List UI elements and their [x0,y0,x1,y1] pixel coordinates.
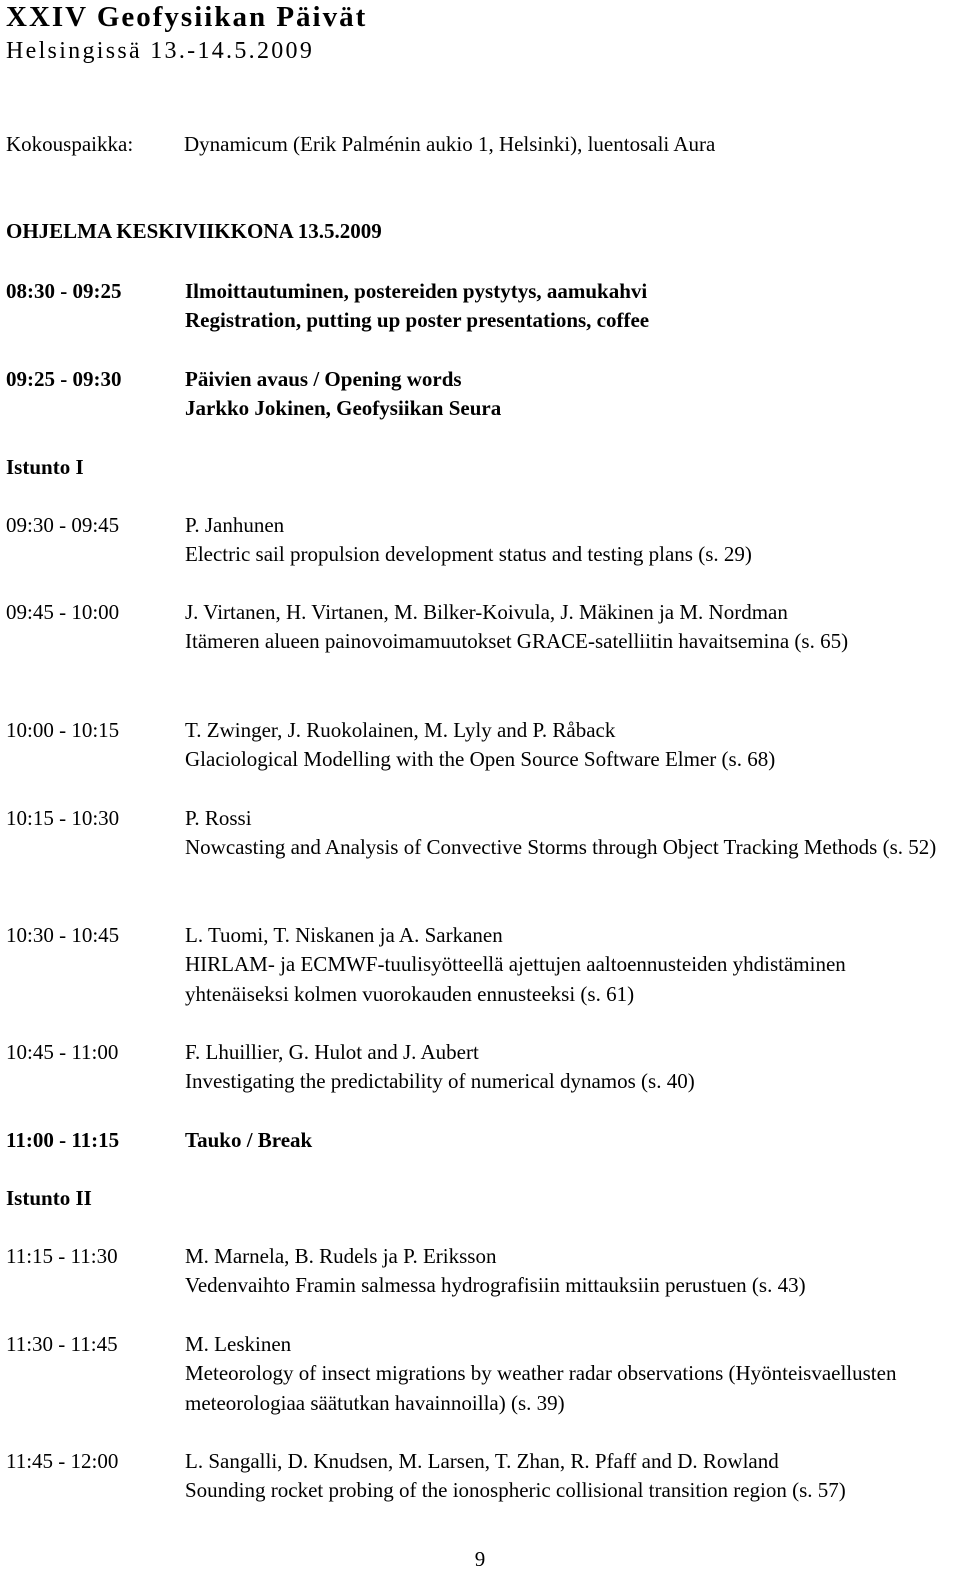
time-slot: 10:15 - 10:30 [6,806,120,830]
break-label: Tauko / Break [185,1128,313,1152]
time-slot: 09:30 - 09:45 [6,513,120,537]
time-slot: 11:15 - 11:30 [6,1244,118,1268]
row-content [185,921,945,1009]
time-slot: 11:00 - 11:15 [6,1128,120,1152]
event-title: XXIV Geofysiikan Päivät [6,1,368,33]
talk-title: Sounding rocket probing of the ionospheric collisional transition region (s. 57) [185,1478,846,1503]
authors: P. Janhunen [185,513,285,537]
time-slot: 10:30 - 10:45 [6,923,120,947]
authors: L. Tuomi, T. Niskanen ja A. Sarkanen [185,923,503,947]
page-number: 9 [474,1547,486,1571]
talk-title: Meteorology of insect migrations by weather radar observations (Hyönteisvaellusten meteorologiaa säätutkan havainnoilla) (s. 39) [185,1361,897,1415]
authors: F. Lhuillier, G. Hulot and J. Aubert [185,1040,479,1064]
row-content [185,1242,945,1301]
item-line-1: Ilmoittautuminen, postereiden pystytys, aamukahvi [185,279,648,303]
authors: M. Leskinen [185,1332,292,1356]
talk-title: Nowcasting and Analysis of Convective Storms through Object Tracking Methods (s. 52) [185,835,937,860]
authors: J. Virtanen, H. Virtanen, M. Bilker-Koivula, J. Mäkinen ja M. Nordman [185,600,788,624]
session-heading-1: Istunto I [6,455,84,479]
row-content [185,1038,945,1097]
time-slot: 10:45 - 11:00 [6,1040,119,1064]
row-content [185,365,945,424]
talk-title: Vedenvaihto Framin salmessa hydrografisiin mittauksiin perustuen (s. 43) [185,1273,806,1298]
row-content [185,598,945,657]
event-subtitle: Helsingissä 13.-14.5.2009 [6,38,315,64]
time-slot: 11:30 - 11:45 [6,1332,118,1356]
venue-value: Dynamicum (Erik Palménin aukio 1, Helsinki), luentosali Aura [184,132,716,156]
authors: P. Rossi [185,806,252,830]
row-content [185,1447,945,1506]
time-slot: 11:45 - 12:00 [6,1449,119,1473]
talk-title: Glaciological Modelling with the Open Source Software Elmer (s. 68) [185,747,776,772]
row-content [185,1330,945,1418]
row-content [185,804,945,863]
row-content [185,511,945,570]
authors: T. Zwinger, J. Ruokolainen, M. Lyly and P. Råback [185,718,616,742]
row-content [185,716,945,775]
talk-title: Investigating the predictability of numerical dynamos (s. 40) [185,1069,695,1094]
row-content [185,277,945,336]
time-slot: 09:45 - 10:00 [6,600,120,624]
talk-title: Electric sail propulsion development status and testing plans (s. 29) [185,542,752,567]
program-heading: OHJELMA KESKIVIIKKONA 13.5.2009 [6,219,382,243]
authors: M. Marnela, B. Rudels ja P. Eriksson [185,1244,497,1268]
talk-title: Itämeren alueen painovoimamuutokset GRACE-satelliitin havaitsemina (s. 65) [185,629,849,654]
item-line-2: Registration, putting up poster presentations, coffee [185,308,650,333]
venue-label: Kokouspaikka: [6,132,134,156]
row-content [185,1126,945,1155]
talk-title: HIRLAM- ja ECMWF-tuulisyötteellä ajettujen aaltoennusteiden yhdistäminen yhtenäiseksi kolmen vuorokauden ennusteeksi (s. 61) [185,952,846,1006]
time-slot: 10:00 - 10:15 [6,718,120,742]
item-line-1: Päivien avaus / Opening words [185,367,462,391]
item-line-2: Jarkko Jokinen, Geofysiikan Seura [185,396,502,421]
authors: L. Sangalli, D. Knudsen, M. Larsen, T. Zhan, R. Pfaff and D. Rowland [185,1449,779,1473]
time-slot: 08:30 - 09:25 [6,279,122,303]
time-slot: 09:25 - 09:30 [6,367,122,391]
session-heading-2: Istunto II [6,1186,92,1210]
